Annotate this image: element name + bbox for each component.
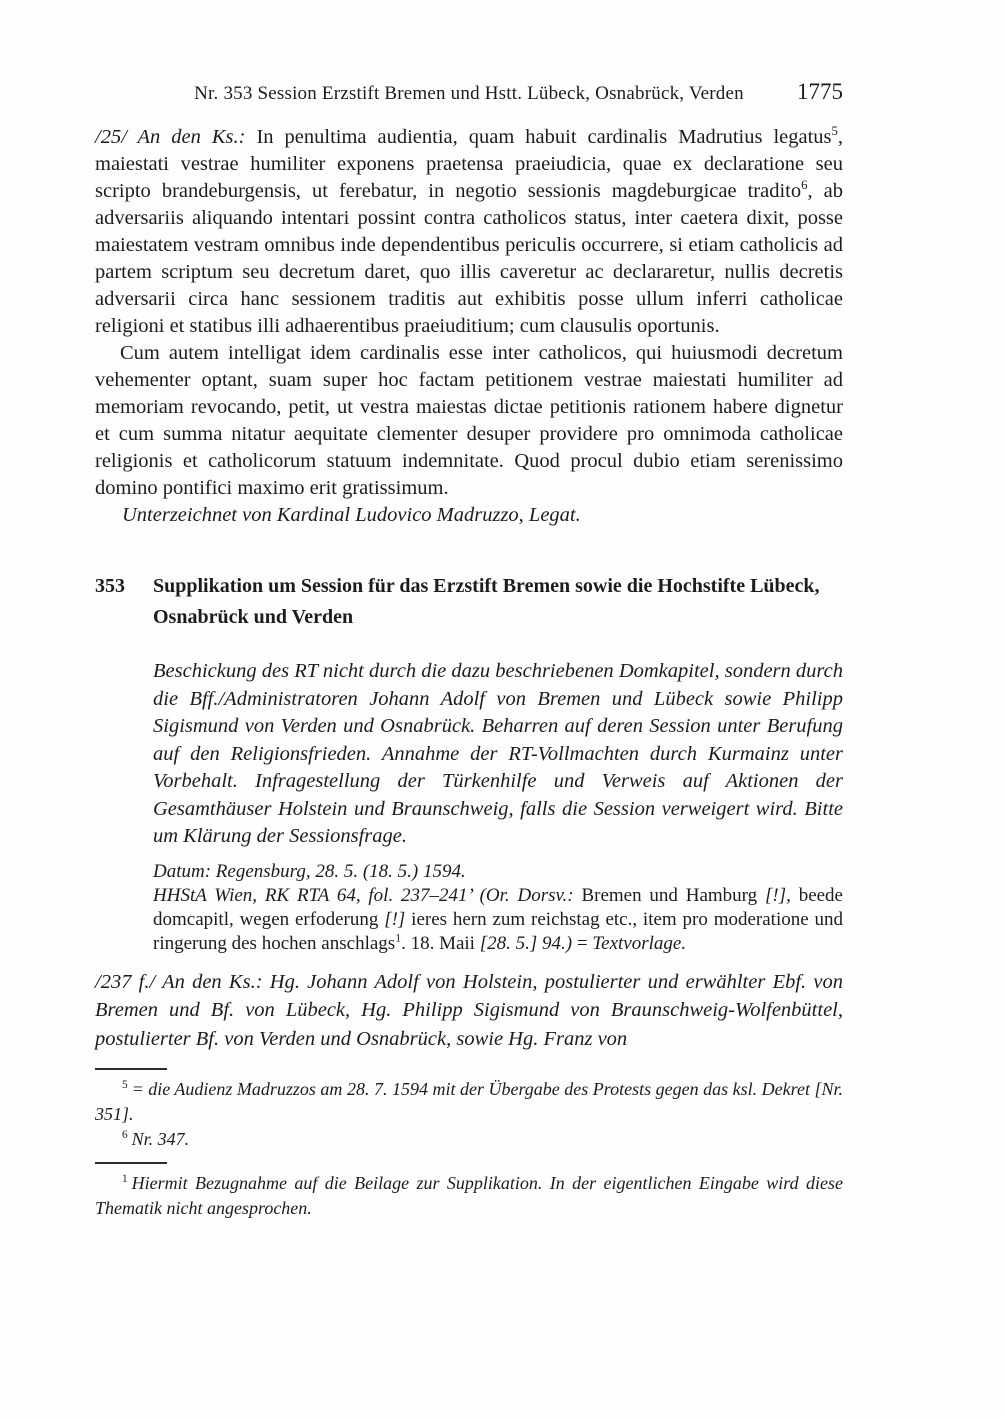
footnote-ref-1: 1 [395, 931, 402, 945]
footnote-text: = die Audienz Madruzzos am 28. 7. 1594 mit der Übergabe des Protests gegen das ksl. Dekret [Nr. 351]. [95, 1079, 843, 1124]
footnote-number: 6 [122, 1129, 128, 1141]
latin-text-segment: In penultima audientia, quam habuit cardinalis Madrutius legatus [256, 126, 832, 148]
footnote-5 [95, 1077, 843, 1127]
latin-text-segment: , maiestati vestrae humiliter exponens praetensa praeiudicia, quae ex declaratione seu scripto brandeburgensis, ut ferebatur, in negotio sessionis magdeburgicae tradito [95, 126, 843, 202]
running-header [95, 79, 843, 109]
editorial-date: [28. 5.] 94.) [479, 932, 573, 954]
source-citation [153, 884, 843, 956]
footnote-number: 5 [122, 1079, 128, 1091]
dorsal-note-text: . 18. Maii [401, 932, 475, 954]
footnote-1 [95, 1171, 843, 1221]
datum-line: Datum: Regensburg, 28. 5. (18. 5.) 1594. [153, 860, 466, 882]
editorial-sic: [!], [764, 884, 791, 906]
running-header-title: Nr. 353 Session Erzstift Bremen und Hstt. Lübeck, Osnabrück, Verden [194, 83, 744, 104]
footnote-ref-6: 6 [801, 178, 808, 193]
document-number: 353 [95, 575, 125, 597]
latin-text-segment: , ab adversariis aliquando intentari possint contra catholicos status, inter caetera dixit, posse maiestatem vestram omnibus inde dependentibus periculis occurrere, si etiam catholicis ad partem scriptum seu decretum daret, quo illis caveretur ac declararetur, nullis decretis adversarii circa hanc sessionem traditis aut exhibitis posse ullum inferri catholicae religioni et statibus illi adhaerentibus praeiuditium; cum clausulis oportunis. [95, 180, 843, 337]
document-title: Supplikation um Session für das Erzstift Bremen sowie die Hochstifte Lübeck, Osnabrück und Verden [153, 575, 820, 628]
document-heading [95, 571, 843, 633]
dorsal-note-text: beede domcapitl, wegen erfoderung [153, 884, 843, 930]
dorsal-note-text: Bremen und Hamburg [581, 884, 758, 906]
dorsal-note-text: ieres hern zum reichstag etc., item pro moderatione und ringerung des hochen anschlags [153, 908, 844, 954]
footnote-ref-5: 5 [831, 124, 838, 139]
footnote-text: Hiermit Bezugnahme auf die Beilage zur Supplikation. In der eigentlichen Eingabe wird diese Thematik nicht angesprochen. [95, 1173, 843, 1218]
archive-reference: HHStA Wien, RK RTA 64, fol. 237–241’ (Or. Dorsv.: [153, 884, 574, 906]
signature-line: Unterzeichnet von Kardinal Ludovico Madruzzo, Legat. [122, 504, 581, 526]
paragraph-doc352-audientia [95, 124, 843, 340]
footnote-separator-rule [95, 1068, 167, 1070]
paragraph-doc353-body: /237 f./ An den Ks.: Hg. Johann Adolf von Holstein, postulierter und erwählter Ebf. von Bremen und Bf. von Lübeck, Hg. Philipp Sigismund von Braunschweig-Wolfenbüttel, postulierter Bf. von Verden und Osnabrück, sowie Hg. Franz von [95, 970, 843, 1050]
regest-summary: Beschickung des RT nicht durch die dazu beschriebenen Domkapitel, sondern durch die Bff./Administratoren Johann Adolf von Bremen und Lübeck sowie Philipp Sigismund von Verden und Osnabrück. Beharren auf deren Session unter Berufung auf den Religionsfrieden. Annahme der RT-Vollmachten durch Kurmainz unter Vorbehalt. Infragestellung der Türkenhilfe und Verweis auf Aktionen der Gesamthäuser Holstein und Braunschweig, falls die Session verweigert wird. Bitte um Klärung der Sessionsfrage. [153, 660, 843, 847]
page-number: 1775 [797, 79, 843, 104]
paragraph-doc352-petition: Cum autem intelligat idem cardinalis esse inter catholicos, qui huiusmodi decretum vehementer optant, suam super hoc factam petitionem vestrae maiestati humiliter ad memoriam revocando, petit, ut vestra maiestas dictae petitionis rationem habere dignetur et cum summa nitatur aequitate clementer desuper providere pro omnimoda catholicae religionis et catholicorum statuum indemnitate. Quod procul dubio etiam serenissimo domino pontifici maximo erit gratissimum. [95, 342, 843, 499]
textvorlage-label: Textvorlage. [592, 932, 687, 954]
equals-sign: = [576, 932, 588, 954]
footnote-6 [95, 1127, 843, 1152]
footnote-separator-rule [95, 1162, 167, 1164]
text-block [95, 79, 844, 1221]
footnote-text: Nr. 347. [131, 1129, 190, 1149]
footnote-zone [95, 1068, 843, 1221]
editorial-sic: [!] [384, 908, 406, 930]
footnote-number: 1 [122, 1173, 128, 1185]
folio-marker-25-and-address: /25/ An den Ks.: [95, 126, 246, 148]
